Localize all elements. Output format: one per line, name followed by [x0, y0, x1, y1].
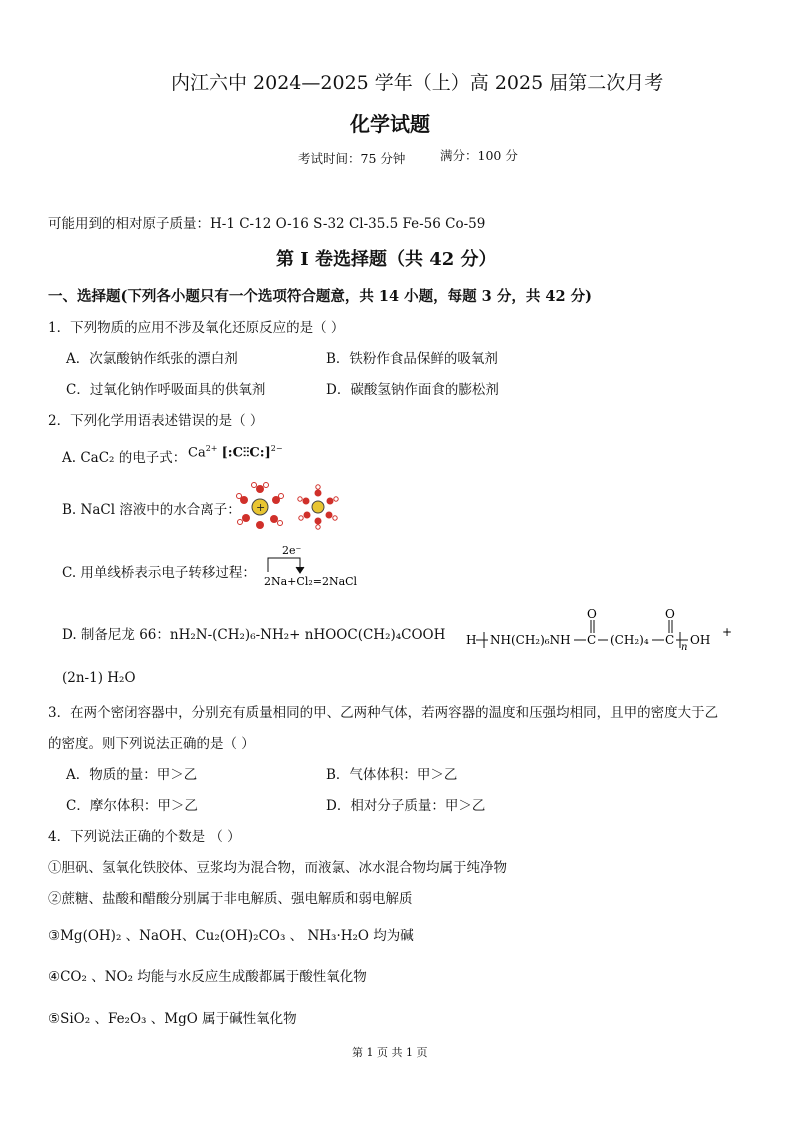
section-one-heading: 一、选择题(下列各小题只有一个选项符合题意，共 14 小题，每题 3 分，共 42 分) [48, 288, 592, 305]
anion-charge: 2− [270, 444, 283, 453]
svg-text:+: + [256, 501, 266, 514]
q2-stem: 2．下列化学用语表述错误的是（ ） [48, 413, 264, 429]
q1-option-a: A．次氯酸钠作纸张的漂白剂 [66, 351, 238, 367]
q1-option-d: D．碳酸氢钠作面食的膨松剂 [326, 382, 499, 398]
bridge-arrow-icon [296, 567, 304, 573]
electron-label: 2e⁻ [282, 544, 302, 557]
hydrated-ions-figure [236, 482, 346, 532]
q4-statement-3: ③Mg(OH)₂ 、NaOH、Cu₂(OH)₂CO₃ 、 NH₃·H₂O 均为碱 [48, 928, 414, 944]
nylon-c2: C [665, 633, 675, 647]
nylon-oh: OH [690, 633, 711, 647]
nylon-c1: C [587, 633, 597, 647]
single-line-bridge-figure [262, 542, 362, 590]
q1-option-c: C．过氧化钠作呼吸面具的供氧剂 [66, 382, 266, 398]
q3-option-c: C．摩尔体积：甲＞乙 [66, 798, 198, 814]
q1-option-b: B．铁粉作食品保鲜的吸氧剂 [326, 351, 498, 367]
page-footer: 第 1 页 共 1 页 [352, 1046, 428, 1059]
q3-stem-line1: 3．在两个密闭容器中，分别充有质量相同的甲、乙两种气体，若两容器的温度和压强均相同，且甲的密度大于乙 [48, 705, 719, 721]
c2-anion: [:C⫶⫶C:] [221, 445, 271, 461]
nylon-ch2-4: (CH₂)₄ [610, 633, 649, 647]
exam-time: 考试时间：75 分钟 [298, 151, 406, 166]
ca-symbol: Ca [188, 445, 206, 461]
q2-option-d-label: D. 制备尼龙 66：nH₂N-(CH₂)₆-NH₂+ nHOOC(CH₂)₄COOH [62, 627, 446, 643]
sodium-hydrate [237, 483, 284, 530]
bridge-line [268, 558, 300, 572]
subject-title: 化学试题 [350, 112, 430, 136]
part-one-title: 第 I 卷选择题（共 42 分） [276, 249, 497, 270]
q2-option-a-label: A. CaC₂ 的电子式： [62, 450, 187, 466]
ca-charge: 2+ [205, 444, 218, 453]
q3-option-b: B．气体体积：甲＞乙 [326, 767, 458, 783]
atomic-masses: 可能用到的相对原子质量：H-1 C-12 O-16 S-32 Cl-35.5 Fe-56 Co-59 [48, 216, 486, 232]
q3-option-a: A．物质的量：甲＞乙 [66, 767, 198, 783]
q4-statement-1: ①胆矾、氢氧化铁胶体、豆浆均为混合物，而液氯、冰水混合物均属于纯净物 [48, 860, 507, 876]
chloride-hydrate [298, 485, 338, 529]
q4-stem: 4．下列说法正确的个数是 （ ） [48, 829, 241, 845]
q1-stem: 1．下列物质的应用不涉及氧化还原反应的是（ ） [48, 320, 345, 336]
exam-title: 内江六中 2024—2025 学年（上）高 2025 届第二次月考 [171, 72, 664, 94]
nylon-plus: + [722, 625, 733, 639]
nylon-n: n [681, 642, 688, 652]
q4-statement-5: ⑤SiO₂ 、Fe₂O₃ 、MgO 属于碱性氧化物 [48, 1011, 297, 1027]
q4-statement-2: ②蔗糖、盐酸和醋酸分别属于非电解质、强电解质和弱电解质 [48, 891, 413, 907]
nylon-h: H [466, 633, 477, 647]
bridge-equation: 2Na+Cl₂=2NaCl [264, 575, 358, 588]
q2-option-d-tail: (2n-1) H₂O [62, 670, 136, 686]
nylon-66-structure [466, 606, 736, 652]
q2-option-c-label: C. 用单线桥表示电子转移过程： [62, 565, 256, 581]
q4-statement-4: ④CO₂ 、NO₂ 均能与水反应生成酸都属于酸性氧化物 [48, 969, 367, 985]
q2-cac2-formula [188, 444, 283, 460]
q2-option-b-label: B. NaCl 溶液中的水合离子： [62, 502, 241, 518]
full-score: 满分：100 分 [440, 148, 518, 163]
q3-stem-line2: 的密度。则下列说法正确的是（ ） [48, 736, 255, 752]
nylon-o2: O [665, 607, 675, 621]
q3-option-d: D．相对分子质量：甲＞乙 [326, 798, 486, 814]
nylon-o1: O [587, 607, 597, 621]
nylon-nh-chain: NH(CH₂)₆NH [490, 633, 571, 647]
